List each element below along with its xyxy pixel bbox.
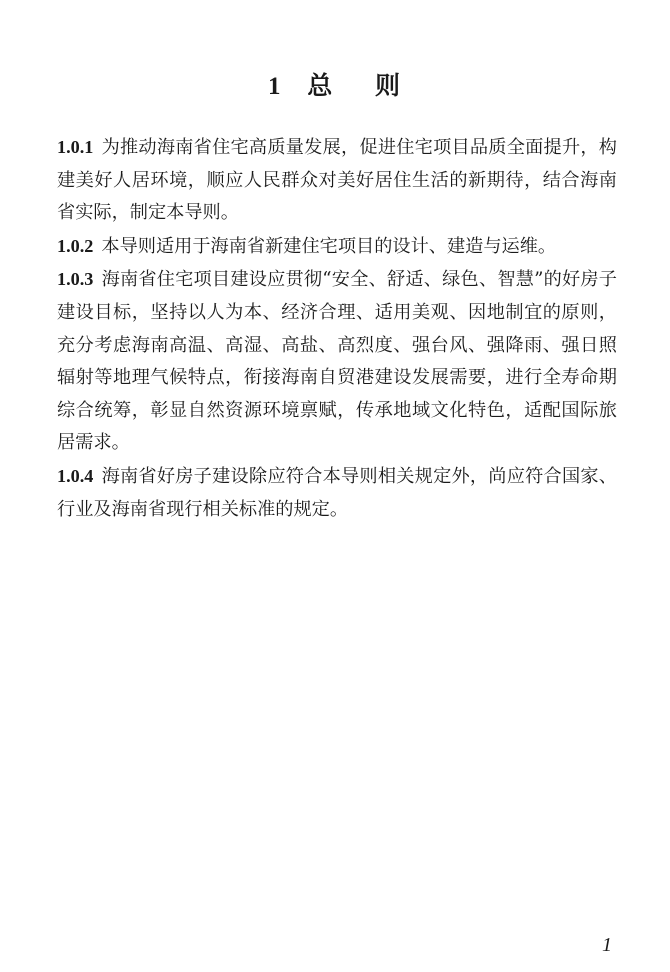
clause-text: 海南省好房子建设除应符合本导则相关规定外，尚应符合国家、行业及海南省现行相关标准的规定。 <box>57 465 617 520</box>
page-number: 1 <box>602 934 612 956</box>
clause-number: 1.0.2 <box>57 235 94 256</box>
clause-1-0-2 <box>57 230 617 264</box>
clause-text: 为推动海南省住宅高质量发展，促进住宅项目品质全面提升，构建美好人居环境，顺应人民群众对美好居住生活的新期待，结合海南省实际，制定本导则。 <box>57 137 617 224</box>
clause-1-0-4 <box>57 460 617 526</box>
chapter-title <box>0 66 670 102</box>
chapter-number: 1 <box>268 73 283 100</box>
clause-text: 海南省住宅项目建设应贯彻“安全、舒适、绿色、智慧”的好房子建设目标，坚持以人为本、经济合理、适用美观、因地制宜的原则，充分考虑海南高温、高湿、高盐、高烈度、强台风、强降雨、强日照辐射等地理气候特点，衔接海南自贸港建设发展需要，进行全寿命期综合统筹，彰显自然资源环境禀赋，传承地域文化特色，适配国际旅居需求。 <box>57 269 617 454</box>
clause-1-0-3 <box>57 263 617 460</box>
clause-1-0-1 <box>57 131 617 230</box>
clause-number: 1.0.3 <box>57 269 94 290</box>
chapter-body <box>57 131 617 526</box>
clause-number: 1.0.4 <box>57 465 94 486</box>
clause-text: 本导则适用于海南省新建住宅项目的设计、建造与运维。 <box>101 235 557 257</box>
chapter-title-part2: 则 <box>374 71 402 100</box>
chapter-title-part1: 总 <box>307 71 335 100</box>
clause-number: 1.0.1 <box>57 137 94 157</box>
